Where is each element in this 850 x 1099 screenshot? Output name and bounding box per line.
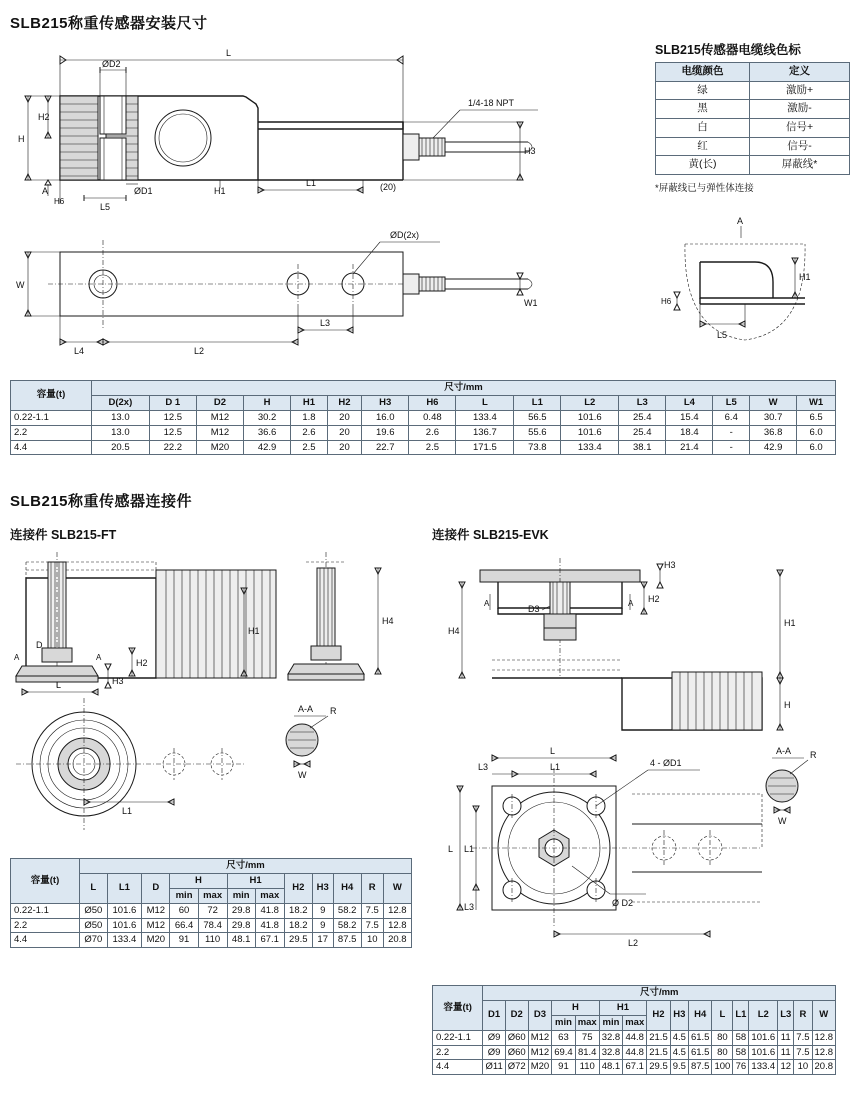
cell: 22.2: [149, 440, 196, 455]
cell-capacity: 0.22-1.1: [11, 903, 80, 918]
cable-color: 黑: [656, 100, 750, 119]
col-d2: D2: [505, 1000, 528, 1030]
svg-text:W: W: [778, 816, 787, 826]
svg-text:L: L: [226, 48, 232, 58]
table-row: [656, 156, 850, 175]
cell: Ø9: [483, 1045, 505, 1060]
cell: 91: [552, 1060, 576, 1075]
cell: 87.5: [333, 933, 361, 948]
evk-dimension-table: [432, 985, 836, 1075]
cell-capacity: 4.4: [11, 933, 80, 948]
cell: 20.5: [92, 440, 150, 455]
cell: 2.6: [409, 425, 456, 440]
col-h3: H3: [312, 873, 333, 903]
svg-text:H2: H2: [648, 594, 660, 604]
svg-text:L: L: [448, 844, 454, 854]
col-capacity: 容量(t): [433, 986, 483, 1031]
cell: 44.8: [623, 1030, 647, 1045]
cell: 58.2: [333, 918, 361, 933]
cell: 41.8: [255, 918, 284, 933]
loadcell-side-view: [8, 34, 628, 214]
svg-text:A-A: A-A: [776, 746, 792, 756]
cell-capacity: 2.2: [433, 1045, 483, 1060]
cell-capacity: 0.22-1.1: [433, 1030, 483, 1045]
col-h2: H2: [647, 1000, 671, 1030]
col-h: H: [244, 395, 291, 410]
cell: 110: [198, 933, 227, 948]
cable-color: 红: [656, 137, 750, 156]
cell: 133.4: [749, 1060, 778, 1075]
cell: 9: [312, 903, 333, 918]
cell: 80: [712, 1045, 733, 1060]
cell: 0.48: [409, 410, 456, 425]
cell: 133.4: [107, 933, 142, 948]
table-row: [656, 118, 850, 137]
svg-text:H4: H4: [448, 626, 460, 636]
svg-text:W1: W1: [524, 298, 538, 308]
cell: 101.6: [561, 425, 619, 440]
svg-text:A-A: A-A: [298, 704, 314, 714]
svg-text:4 - ØD1: 4 - ØD1: [650, 758, 682, 768]
svg-text:W: W: [298, 770, 307, 780]
cell: 7.5: [361, 918, 383, 933]
svg-text:L2: L2: [628, 938, 639, 948]
col-l2: L2: [749, 1000, 778, 1030]
svg-text:L3: L3: [478, 762, 489, 772]
svg-text:W: W: [16, 280, 25, 290]
table-row: [656, 81, 850, 100]
cell: 12.8: [383, 903, 411, 918]
svg-text:H6: H6: [54, 197, 65, 206]
cell: 136.7: [456, 425, 514, 440]
cell: 21.4: [666, 440, 713, 455]
table-row: [656, 100, 850, 119]
cell: 81.4: [575, 1045, 599, 1060]
cell: 32.8: [599, 1030, 623, 1045]
cell: 22.7: [362, 440, 409, 455]
ft-table-wrap: [10, 858, 412, 948]
cell: 78.4: [198, 918, 227, 933]
table-row: [11, 933, 412, 948]
col-h2: H2: [284, 873, 312, 903]
detail-a-view: [655, 212, 835, 352]
col-capacity: 容量(t): [11, 381, 92, 411]
cell: 29.5: [647, 1060, 671, 1075]
cell: 4.5: [670, 1045, 688, 1060]
cell: 17: [312, 933, 333, 948]
col-h-max: max: [575, 1015, 599, 1030]
col-h3: H3: [670, 1000, 688, 1030]
table-row: [656, 137, 850, 156]
cable-color-table: [655, 62, 850, 175]
cell: 16.0: [362, 410, 409, 425]
cell: 58: [733, 1030, 749, 1045]
cell: 171.5: [456, 440, 514, 455]
svg-text:H1: H1: [214, 186, 226, 196]
col-h1-min: min: [599, 1015, 623, 1030]
cell: 91: [170, 933, 198, 948]
col-h1-min: min: [227, 888, 255, 903]
cell: Ø72: [505, 1060, 528, 1075]
ft-subtitle: 连接件 SLB215-FT: [10, 528, 117, 542]
cell: 12: [778, 1060, 794, 1075]
col-d1: D1: [483, 1000, 505, 1030]
cable-color: 绿: [656, 81, 750, 100]
cell: 61.5: [688, 1045, 712, 1060]
cell: 75: [575, 1030, 599, 1045]
col-dimension-group: 尺寸/mm: [80, 859, 412, 874]
col-l3: L3: [619, 395, 666, 410]
col-h-max: max: [198, 888, 227, 903]
col-l3: L3: [778, 1000, 794, 1030]
svg-text:A: A: [14, 653, 20, 662]
cell: 29.8: [227, 903, 255, 918]
col-h1-max: max: [623, 1015, 647, 1030]
cell: 6.5: [797, 410, 836, 425]
cell: 9: [312, 918, 333, 933]
cell: 25.4: [619, 410, 666, 425]
col-h-min: min: [170, 888, 198, 903]
cell: 18.4: [666, 425, 713, 440]
main-dimension-table: [10, 380, 836, 455]
cell: 63: [552, 1030, 576, 1045]
table-row: [11, 440, 836, 455]
main-dimension-table-wrap: [10, 380, 836, 455]
col-w: W: [812, 1000, 836, 1030]
col-w1: W1: [797, 395, 836, 410]
svg-text:L2: L2: [194, 346, 205, 356]
col-r: R: [361, 873, 383, 903]
cell: 58: [733, 1045, 749, 1060]
svg-text:L1: L1: [464, 844, 475, 854]
col-dimension-group: 尺寸/mm: [483, 986, 836, 1001]
cell: 1.8: [291, 410, 328, 425]
table-row: [11, 918, 412, 933]
cell: M20: [196, 440, 243, 455]
col-h: H: [552, 1000, 600, 1015]
col-d: D: [142, 873, 170, 903]
cell: 6.4: [713, 410, 750, 425]
cell: M12: [196, 410, 243, 425]
cell: 101.6: [561, 410, 619, 425]
svg-text:L3: L3: [320, 318, 331, 328]
cell: 11: [778, 1045, 794, 1060]
svg-text:R: R: [330, 706, 337, 716]
cell: 25.4: [619, 425, 666, 440]
cell-capacity: 0.22-1.1: [11, 410, 92, 425]
cell: 9.5: [670, 1060, 688, 1075]
col-dimension-group: 尺寸/mm: [92, 381, 836, 396]
table-row: [11, 425, 836, 440]
col-l2: L2: [561, 395, 619, 410]
cable-col-def: 定义: [750, 63, 850, 82]
svg-text:ØD(2x): ØD(2x): [390, 230, 419, 240]
cable-color: 白: [656, 118, 750, 137]
cell: 100: [712, 1060, 733, 1075]
svg-text:H1: H1: [248, 626, 260, 636]
svg-text:(20): (20): [380, 182, 397, 192]
table-row: [433, 1060, 836, 1075]
cell: 12.5: [149, 410, 196, 425]
cable-color-block: [655, 40, 850, 194]
svg-text:A: A: [96, 653, 102, 662]
cell: 7.5: [361, 903, 383, 918]
svg-text:ØD2: ØD2: [102, 59, 121, 69]
cell: 36.6: [244, 425, 291, 440]
cell: 12.5: [149, 425, 196, 440]
col-d2x: D(2x): [92, 395, 150, 410]
svg-text:H3: H3: [664, 560, 676, 570]
svg-text:L1: L1: [122, 806, 133, 816]
cell: 101.6: [749, 1030, 778, 1045]
cell: Ø60: [505, 1030, 528, 1045]
cell: M20: [142, 933, 170, 948]
col-h1: H1: [291, 395, 328, 410]
cell: 60: [170, 903, 198, 918]
col-capacity: 容量(t): [11, 859, 80, 904]
cable-def: 激励+: [750, 81, 850, 100]
col-h-min: min: [552, 1015, 576, 1030]
ft-drawing: [6, 548, 426, 848]
cell: 44.8: [623, 1045, 647, 1060]
col-d3: D3: [528, 1000, 551, 1030]
col-d2: D2: [196, 395, 243, 410]
cell: 29.8: [227, 918, 255, 933]
cable-def: 信号-: [750, 137, 850, 156]
cell: 12.8: [383, 918, 411, 933]
col-l4: L4: [666, 395, 713, 410]
cell: 101.6: [749, 1045, 778, 1060]
table-row: [433, 1030, 836, 1045]
cell: 55.6: [514, 425, 561, 440]
svg-text:A: A: [737, 216, 744, 226]
cable-color: 黄(长): [656, 156, 750, 175]
cell: 30.2: [244, 410, 291, 425]
svg-text:H2: H2: [136, 658, 148, 668]
cell: 29.5: [284, 933, 312, 948]
cell: 21.5: [647, 1045, 671, 1060]
cell: Ø50: [80, 918, 108, 933]
svg-text:R: R: [810, 750, 817, 760]
cell: 7.5: [794, 1045, 812, 1060]
svg-text:H4: H4: [382, 616, 394, 626]
cell: 56.5: [514, 410, 561, 425]
col-l: L: [712, 1000, 733, 1030]
svg-text:A: A: [628, 599, 634, 608]
cell: 80: [712, 1030, 733, 1045]
cell: 18.2: [284, 918, 312, 933]
cell: 48.1: [227, 933, 255, 948]
cell-capacity: 2.2: [11, 918, 80, 933]
col-h1-max: max: [255, 888, 284, 903]
cell: 61.5: [688, 1030, 712, 1045]
cell: 12.8: [812, 1045, 836, 1060]
col-h2: H2: [327, 395, 361, 410]
svg-text:L: L: [56, 680, 62, 690]
cell: 20.8: [383, 933, 411, 948]
col-d1: D 1: [149, 395, 196, 410]
cell: 58.2: [333, 903, 361, 918]
svg-text:H3: H3: [112, 676, 124, 686]
svg-text:D: D: [36, 640, 43, 650]
cell: 10: [361, 933, 383, 948]
cell: 69.4: [552, 1045, 576, 1060]
cell-capacity: 4.4: [11, 440, 92, 455]
loadcell-plan-view: [8, 218, 628, 358]
cell: 2.5: [409, 440, 456, 455]
cell: Ø50: [80, 903, 108, 918]
cell: Ø60: [505, 1045, 528, 1060]
cell: 19.6: [362, 425, 409, 440]
col-l5: L5: [713, 395, 750, 410]
evk-drawing: [432, 548, 844, 968]
col-h1: H1: [227, 873, 284, 888]
cell: 15.4: [666, 410, 713, 425]
cell: 41.8: [255, 903, 284, 918]
svg-text:H1: H1: [784, 618, 796, 628]
cell: 67.1: [255, 933, 284, 948]
cell: 76: [733, 1060, 749, 1075]
col-h6: H6: [409, 395, 456, 410]
svg-text:L5: L5: [717, 330, 728, 340]
cell: 13.0: [92, 425, 150, 440]
col-w: W: [383, 873, 411, 903]
cable-def: 信号+: [750, 118, 850, 137]
svg-text:A: A: [42, 186, 49, 196]
accessories-title: SLB215称重传感器连接件: [10, 493, 193, 510]
svg-text:Ø D2: Ø D2: [612, 898, 634, 908]
cell: 30.7: [750, 410, 797, 425]
cell: 133.4: [456, 410, 514, 425]
cell: M12: [142, 903, 170, 918]
col-h1: H1: [599, 1000, 647, 1015]
cell: 67.1: [623, 1060, 647, 1075]
cell: 20: [327, 425, 361, 440]
cell: 10: [794, 1060, 812, 1075]
svg-text:1/4-18 NPT: 1/4-18 NPT: [468, 98, 515, 108]
cell: 21.5: [647, 1030, 671, 1045]
evk-subtitle: 连接件 SLB215-EVK: [432, 528, 549, 542]
cell-capacity: 2.2: [11, 425, 92, 440]
svg-text:H: H: [18, 134, 25, 144]
cell: 4.5: [670, 1030, 688, 1045]
svg-text:A: A: [484, 599, 490, 608]
cell: Ø9: [483, 1030, 505, 1045]
cell: 20.8: [812, 1060, 836, 1075]
svg-text:D3: D3: [528, 604, 540, 614]
cell: M12: [528, 1030, 551, 1045]
cell: 36.8: [750, 425, 797, 440]
cell: 38.1: [619, 440, 666, 455]
cell: 7.5: [794, 1030, 812, 1045]
svg-text:H2: H2: [38, 112, 50, 122]
svg-text:H1: H1: [799, 272, 811, 282]
ft-dimension-table: [10, 858, 412, 948]
cable-table-title: SLB215传感器电缆线色标: [655, 43, 801, 57]
svg-text:H6: H6: [661, 297, 672, 306]
cell: 11: [778, 1030, 794, 1045]
svg-text:L1: L1: [306, 178, 317, 188]
cable-def: 激励-: [750, 100, 850, 119]
cell: M20: [528, 1060, 551, 1075]
col-l1: L1: [514, 395, 561, 410]
cell: 20: [327, 410, 361, 425]
cell: 42.9: [750, 440, 797, 455]
cell: Ø70: [80, 933, 108, 948]
svg-text:L1: L1: [550, 762, 561, 772]
cell: 2.5: [291, 440, 328, 455]
cell: 32.8: [599, 1045, 623, 1060]
svg-text:L4: L4: [74, 346, 85, 356]
cell: 101.6: [107, 903, 142, 918]
table-row: [433, 1045, 836, 1060]
col-h: H: [170, 873, 227, 888]
cell: M12: [528, 1045, 551, 1060]
svg-text:L3: L3: [464, 902, 475, 912]
cell: 73.8: [514, 440, 561, 455]
col-w: W: [750, 395, 797, 410]
cell: 48.1: [599, 1060, 623, 1075]
svg-text:L5: L5: [100, 202, 111, 212]
cable-col-color: 电缆颜色: [656, 63, 750, 82]
svg-text:H3: H3: [524, 146, 536, 156]
cell-capacity: 4.4: [433, 1060, 483, 1075]
cell: 6.0: [797, 440, 836, 455]
col-l: L: [80, 873, 108, 903]
svg-text:L: L: [550, 746, 556, 756]
cell: Ø11: [483, 1060, 505, 1075]
cell: 13.0: [92, 410, 150, 425]
svg-text:ØD1: ØD1: [134, 186, 153, 196]
col-l1: L1: [733, 1000, 749, 1030]
cell: 72: [198, 903, 227, 918]
cell: 18.2: [284, 903, 312, 918]
col-h4: H4: [333, 873, 361, 903]
cable-footnote: *屏蔽线已与弹性体连接: [655, 182, 754, 194]
cell: 12.8: [812, 1030, 836, 1045]
page-title: SLB215称重传感器安装尺寸: [10, 15, 208, 32]
cell: 6.0: [797, 425, 836, 440]
cell: M12: [142, 918, 170, 933]
cell: 101.6: [107, 918, 142, 933]
col-h4: H4: [688, 1000, 712, 1030]
col-l: L: [456, 395, 514, 410]
cell: 110: [575, 1060, 599, 1075]
col-l1: L1: [107, 873, 142, 903]
cell: 2.6: [291, 425, 328, 440]
evk-table-wrap: [432, 985, 836, 1075]
cell: 87.5: [688, 1060, 712, 1075]
cell: 42.9: [244, 440, 291, 455]
cell: 133.4: [561, 440, 619, 455]
table-row: [11, 903, 412, 918]
cell: -: [713, 440, 750, 455]
cell: -: [713, 425, 750, 440]
col-h3: H3: [362, 395, 409, 410]
table-row: [11, 410, 836, 425]
cable-def: 屏蔽线*: [750, 156, 850, 175]
cell: 66.4: [170, 918, 198, 933]
svg-text:H: H: [784, 700, 791, 710]
cell: 20: [327, 440, 361, 455]
col-r: R: [794, 1000, 812, 1030]
cell: M12: [196, 425, 243, 440]
